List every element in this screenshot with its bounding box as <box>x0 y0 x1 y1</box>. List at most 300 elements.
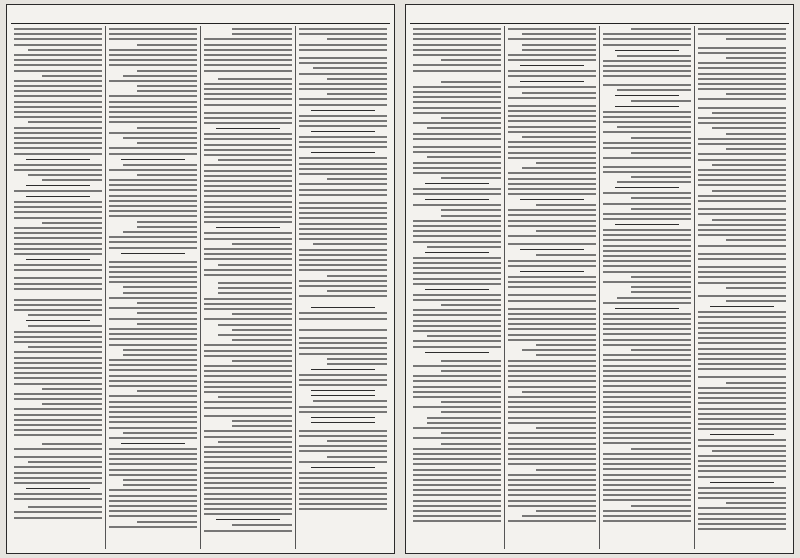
entry-separator <box>520 81 583 82</box>
text-line <box>413 325 501 327</box>
text-line <box>14 362 102 364</box>
text-line <box>603 463 691 465</box>
text-line <box>536 204 596 206</box>
text-line <box>413 448 501 450</box>
text-line <box>413 257 501 259</box>
text-line <box>299 120 387 122</box>
text-line <box>299 318 387 320</box>
text-line <box>508 313 596 315</box>
text-line <box>413 427 501 429</box>
text-line <box>413 340 501 342</box>
text-line <box>313 400 387 402</box>
left-page-column-2 <box>200 26 295 549</box>
text-line <box>413 365 501 367</box>
text-line <box>603 147 691 149</box>
text-line <box>109 395 197 397</box>
text-line <box>413 278 501 280</box>
text-line <box>508 183 596 185</box>
text-line <box>413 386 501 388</box>
text-line <box>204 88 292 90</box>
text-line <box>137 174 197 176</box>
text-line <box>14 253 102 255</box>
text-line <box>698 174 786 176</box>
text-line <box>14 429 102 431</box>
text-line <box>413 107 501 109</box>
text-line <box>42 75 102 77</box>
text-line <box>698 327 786 329</box>
text-line <box>413 510 501 512</box>
text-line <box>631 28 691 30</box>
text-line <box>109 205 197 207</box>
text-line <box>327 440 387 442</box>
text-line <box>204 493 292 495</box>
text-line <box>299 104 387 106</box>
text-line <box>14 54 102 56</box>
left-page-running-head <box>13 9 388 21</box>
text-line <box>204 238 292 240</box>
entry-separator <box>520 249 583 250</box>
text-line <box>204 401 292 403</box>
text-line <box>109 515 197 517</box>
text-line <box>109 236 197 238</box>
text-line <box>137 142 197 144</box>
text-line <box>299 487 387 489</box>
text-line <box>508 365 596 367</box>
text-line <box>109 179 197 181</box>
text-line <box>508 146 596 148</box>
text-line <box>204 446 292 448</box>
text-line <box>137 85 197 87</box>
text-line <box>508 97 596 99</box>
text-line <box>299 337 387 339</box>
text-line <box>536 162 596 164</box>
text-line <box>109 116 197 118</box>
text-line <box>327 358 387 360</box>
text-line <box>204 64 292 66</box>
text-line <box>14 472 102 474</box>
text-line <box>299 503 387 505</box>
text-line <box>14 299 102 301</box>
text-line <box>698 47 786 49</box>
text-line <box>28 314 102 316</box>
text-line <box>631 152 691 154</box>
text-line <box>603 499 691 501</box>
text-line <box>299 62 387 64</box>
text-line <box>109 458 197 460</box>
text-line <box>299 223 387 225</box>
text-line <box>28 49 102 51</box>
text-line <box>232 33 292 35</box>
text-line <box>427 335 501 337</box>
text-line <box>299 269 387 271</box>
text-line <box>508 188 596 190</box>
text-line <box>413 346 501 348</box>
text-line <box>508 484 596 486</box>
text-line <box>617 89 691 91</box>
text-line <box>14 106 102 108</box>
text-line <box>204 93 292 95</box>
text-line <box>698 73 786 75</box>
text-line <box>204 117 292 119</box>
text-line <box>441 432 501 434</box>
entry-separator <box>121 443 184 444</box>
text-line <box>232 425 292 427</box>
text-line <box>508 243 596 245</box>
text-line <box>299 295 387 297</box>
entry-separator <box>615 224 678 225</box>
text-line <box>508 500 596 502</box>
right-page-column-2 <box>599 26 694 549</box>
text-line <box>218 159 292 161</box>
text-line <box>508 294 596 296</box>
text-line <box>109 463 197 465</box>
text-line <box>413 437 501 439</box>
text-line <box>698 368 786 370</box>
text-line <box>14 142 102 144</box>
text-line <box>522 349 596 351</box>
text-line <box>427 422 501 424</box>
text-line <box>109 495 197 497</box>
text-line <box>698 245 786 247</box>
text-line <box>508 505 596 507</box>
text-line <box>204 482 292 484</box>
text-line <box>299 461 387 463</box>
text-line <box>204 303 292 305</box>
entry-separator <box>26 320 89 321</box>
text-line <box>204 467 292 469</box>
text-line <box>698 358 786 360</box>
text-line <box>327 78 387 80</box>
entry-separator <box>710 434 773 435</box>
text-line <box>14 137 102 139</box>
text-line <box>441 401 501 403</box>
text-line <box>603 370 691 372</box>
text-line <box>698 402 786 404</box>
newspaper-spread <box>6 4 794 554</box>
text-line <box>299 259 387 261</box>
text-line <box>698 387 786 389</box>
text-line <box>204 370 292 372</box>
text-line <box>14 367 102 369</box>
text-line <box>14 85 102 87</box>
text-line <box>413 146 501 148</box>
text-line <box>204 365 292 367</box>
text-line <box>413 494 501 496</box>
text-line <box>413 49 501 51</box>
text-line <box>299 207 387 209</box>
text-line <box>631 197 691 199</box>
text-line <box>631 276 691 278</box>
text-line <box>603 33 691 35</box>
text-line <box>508 131 596 133</box>
entry-separator <box>311 395 374 396</box>
text-line <box>413 28 501 30</box>
text-line <box>603 385 691 387</box>
entry-separator <box>615 95 678 96</box>
text-line <box>204 308 292 310</box>
text-line <box>14 190 102 192</box>
text-line <box>698 413 786 415</box>
text-line <box>698 169 786 171</box>
text-line <box>508 323 596 325</box>
text-line <box>603 213 691 215</box>
text-line <box>698 523 786 525</box>
text-line <box>603 458 691 460</box>
text-line <box>14 357 102 359</box>
text-line <box>299 157 387 159</box>
text-line <box>603 260 691 262</box>
text-line <box>204 164 292 166</box>
text-line <box>327 290 387 292</box>
text-line <box>603 375 691 377</box>
entry-separator <box>520 65 583 66</box>
text-line <box>109 111 197 113</box>
text-line <box>299 445 387 447</box>
text-line <box>698 423 786 425</box>
text-line <box>327 275 387 277</box>
text-line <box>413 299 501 301</box>
text-line <box>698 518 786 520</box>
text-line <box>204 38 292 40</box>
entry-separator <box>121 253 184 254</box>
text-line <box>413 112 501 114</box>
text-line <box>109 247 197 249</box>
text-line <box>232 329 292 331</box>
text-line <box>28 174 102 176</box>
text-line <box>536 427 596 429</box>
text-line <box>299 125 387 127</box>
text-line <box>232 28 292 30</box>
left-page <box>6 4 395 554</box>
text-line <box>28 461 102 463</box>
text-line <box>603 70 691 72</box>
text-line <box>603 111 691 113</box>
text-line <box>508 300 596 302</box>
entry-separator <box>615 106 678 107</box>
text-line <box>299 83 387 85</box>
text-line <box>109 333 197 335</box>
text-line <box>603 255 691 257</box>
text-line <box>508 396 596 398</box>
entry-separator <box>216 519 279 520</box>
entry-separator <box>311 467 374 468</box>
text-line <box>109 200 197 202</box>
text-line <box>14 127 102 129</box>
text-line <box>109 261 197 263</box>
text-line <box>109 153 197 155</box>
text-line <box>413 193 501 195</box>
text-line <box>14 147 102 149</box>
text-line <box>726 502 786 504</box>
entry-separator <box>615 308 678 309</box>
text-line <box>299 477 387 479</box>
text-line <box>631 137 691 139</box>
text-line <box>204 49 292 51</box>
text-line <box>14 64 102 66</box>
text-line <box>508 318 596 320</box>
text-line <box>522 136 596 138</box>
text-line <box>441 81 501 83</box>
text-line <box>299 217 387 219</box>
text-line <box>603 489 691 491</box>
text-line <box>14 336 102 338</box>
text-line <box>204 503 292 505</box>
text-line <box>413 235 501 237</box>
text-line <box>603 333 691 335</box>
text-line <box>508 260 596 262</box>
text-line <box>603 380 691 382</box>
text-line <box>413 458 501 460</box>
text-line <box>413 500 501 502</box>
text-line <box>508 178 596 180</box>
text-line <box>299 347 387 349</box>
text-line <box>631 291 691 293</box>
text-line <box>631 208 691 210</box>
text-line <box>109 416 197 418</box>
text-line <box>631 176 691 178</box>
text-line <box>109 59 197 61</box>
text-line <box>508 458 596 460</box>
text-line <box>14 217 102 219</box>
text-line <box>698 353 786 355</box>
text-line <box>109 510 197 512</box>
text-line <box>603 432 691 434</box>
text-line <box>508 406 596 408</box>
text-line <box>603 218 691 220</box>
text-line <box>109 281 197 283</box>
text-line <box>204 185 292 187</box>
text-line <box>603 313 691 315</box>
text-line <box>698 513 786 515</box>
text-line <box>508 334 596 336</box>
text-line <box>299 384 387 386</box>
text-line <box>603 234 691 236</box>
text-line <box>603 192 691 194</box>
text-line <box>42 179 102 181</box>
text-line <box>508 286 596 288</box>
text-line <box>204 44 292 46</box>
text-line <box>413 225 501 227</box>
text-line <box>313 243 387 245</box>
text-line <box>508 370 596 372</box>
text-line <box>508 463 596 465</box>
text-line <box>204 253 292 255</box>
text-line <box>123 231 197 233</box>
text-line <box>413 474 501 476</box>
text-line <box>698 348 786 350</box>
text-line <box>14 498 102 500</box>
text-line <box>14 277 102 279</box>
text-line <box>299 353 387 355</box>
entry-separator <box>311 131 374 132</box>
text-line <box>536 354 596 356</box>
text-line <box>42 403 102 405</box>
text-line <box>204 54 292 56</box>
text-line <box>109 453 197 455</box>
text-line <box>698 213 786 215</box>
text-line <box>712 127 786 129</box>
text-line <box>204 170 292 172</box>
text-line <box>109 307 197 309</box>
text-line <box>204 59 292 61</box>
text-line <box>109 38 197 40</box>
text-line <box>698 392 786 394</box>
text-line <box>14 424 102 426</box>
text-line <box>299 254 387 256</box>
text-line <box>204 407 292 409</box>
text-line <box>698 143 786 145</box>
text-line <box>522 391 596 393</box>
text-line <box>109 210 197 212</box>
text-line <box>299 88 387 90</box>
text-line <box>123 75 197 77</box>
entry-separator <box>615 187 678 188</box>
text-line <box>109 469 197 471</box>
right-page-column-1 <box>694 26 789 549</box>
text-line <box>137 226 197 228</box>
text-line <box>299 173 387 175</box>
text-line <box>109 54 197 56</box>
text-line <box>327 93 387 95</box>
text-line <box>413 220 501 222</box>
text-line <box>413 396 501 398</box>
text-line <box>14 237 102 239</box>
text-line <box>14 477 102 479</box>
text-line <box>413 162 501 164</box>
text-line <box>603 281 691 283</box>
right-page-header-rule <box>410 23 789 24</box>
text-line <box>631 505 691 507</box>
text-line <box>536 230 596 232</box>
text-line <box>508 308 596 310</box>
text-line <box>726 287 786 289</box>
text-line <box>698 445 786 447</box>
text-line <box>603 203 691 205</box>
text-line <box>698 455 786 457</box>
text-line <box>698 253 786 255</box>
text-line <box>14 95 102 97</box>
text-line <box>218 264 292 266</box>
text-line <box>508 401 596 403</box>
text-line <box>508 105 596 107</box>
text-line <box>508 157 596 159</box>
text-line <box>14 70 102 72</box>
text-line <box>109 505 197 507</box>
text-line <box>522 515 596 517</box>
text-line <box>232 420 292 422</box>
text-line <box>299 342 387 344</box>
text-line <box>413 314 501 316</box>
text-line <box>299 493 387 495</box>
text-line <box>441 117 501 119</box>
entry-separator <box>26 185 89 186</box>
text-line <box>204 472 292 474</box>
text-line <box>413 44 501 46</box>
text-line <box>508 235 596 237</box>
text-line <box>698 418 786 420</box>
text-line <box>698 332 786 334</box>
text-line <box>698 258 786 260</box>
text-line <box>603 60 691 62</box>
text-line <box>603 302 691 304</box>
text-line <box>508 54 596 56</box>
text-line <box>508 70 596 72</box>
text-line <box>413 262 501 264</box>
text-line <box>603 359 691 361</box>
text-line <box>137 221 197 223</box>
text-line <box>204 456 292 458</box>
text-line <box>413 505 501 507</box>
